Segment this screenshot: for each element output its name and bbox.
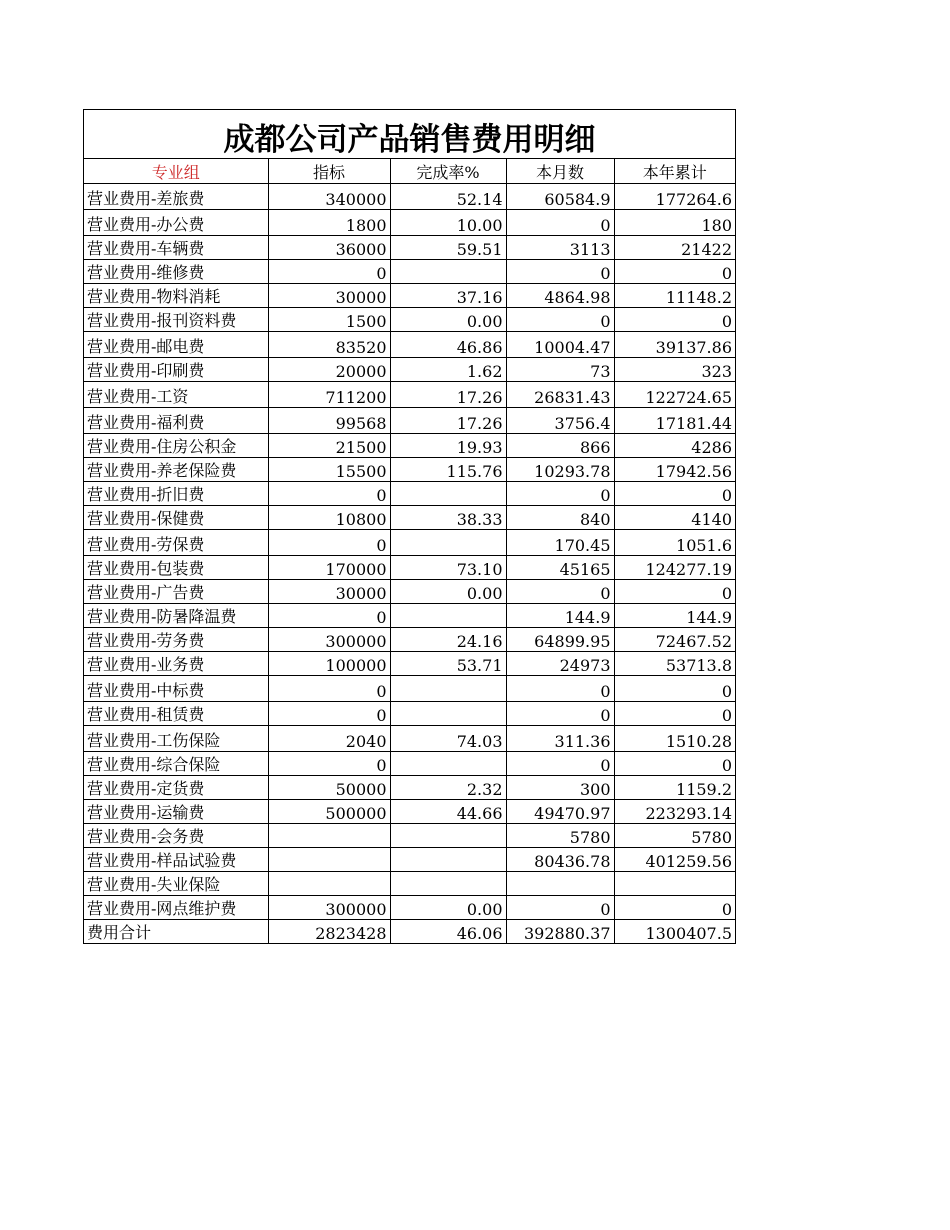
cell-target: 83520 <box>268 331 390 357</box>
cell-target: 300000 <box>268 627 390 651</box>
cell-this-month: 24973 <box>506 651 614 675</box>
cell-this-month: 144.9 <box>506 603 614 627</box>
cell-completion-rate: 37.16 <box>390 283 506 307</box>
column-header-target: 指标 <box>268 159 390 183</box>
cell-item: 营业费用-广告费 <box>84 579 268 603</box>
cell-completion-rate: 73.10 <box>390 555 506 579</box>
table-row <box>84 675 735 701</box>
cell-item: 营业费用-样品试验费 <box>84 847 268 871</box>
cell-completion-rate <box>390 823 506 847</box>
cell-this-month: 0 <box>506 751 614 775</box>
table-row <box>84 871 735 895</box>
table-row <box>84 799 735 823</box>
cell-this-month: 840 <box>506 505 614 529</box>
cell-this-month: 49470.97 <box>506 799 614 823</box>
cell-item: 费用合计 <box>84 919 268 943</box>
cell-this-month: 0 <box>506 307 614 331</box>
table-row <box>84 847 735 871</box>
table-row <box>84 235 735 259</box>
cell-year-to-date: 4286 <box>614 433 735 457</box>
cell-year-to-date: 39137.86 <box>614 331 735 357</box>
cell-item: 营业费用-运输费 <box>84 799 268 823</box>
cell-completion-rate: 74.03 <box>390 725 506 751</box>
cell-this-month: 0 <box>506 481 614 505</box>
table-row <box>84 651 735 675</box>
table-row <box>84 775 735 799</box>
table-row <box>84 283 735 307</box>
cell-item: 营业费用-劳保费 <box>84 529 268 555</box>
cell-year-to-date: 144.9 <box>614 603 735 627</box>
cell-target: 36000 <box>268 235 390 259</box>
cell-target <box>268 871 390 895</box>
cell-completion-rate <box>390 603 506 627</box>
cell-year-to-date: 72467.52 <box>614 627 735 651</box>
cell-completion-rate: 38.33 <box>390 505 506 529</box>
cell-year-to-date: 1051.6 <box>614 529 735 555</box>
cell-target: 50000 <box>268 775 390 799</box>
cell-this-month: 64899.95 <box>506 627 614 651</box>
cell-completion-rate: 17.26 <box>390 381 506 407</box>
cell-year-to-date: 1300407.5 <box>614 919 735 943</box>
cell-item: 营业费用-办公费 <box>84 209 268 235</box>
cell-target: 15500 <box>268 457 390 481</box>
cell-target: 100000 <box>268 651 390 675</box>
cell-year-to-date: 0 <box>614 579 735 603</box>
cell-target: 99568 <box>268 407 390 433</box>
table-row <box>84 895 735 919</box>
cell-item: 营业费用-会务费 <box>84 823 268 847</box>
cell-this-month: 170.45 <box>506 529 614 555</box>
cell-this-month: 80436.78 <box>506 847 614 871</box>
cell-target: 170000 <box>268 555 390 579</box>
cell-this-month: 10293.78 <box>506 457 614 481</box>
cell-item: 营业费用-报刊资料费 <box>84 307 268 331</box>
cell-year-to-date: 0 <box>614 675 735 701</box>
cell-completion-rate <box>390 847 506 871</box>
cell-target: 0 <box>268 675 390 701</box>
column-header-this-month: 本月数 <box>506 159 614 183</box>
cell-item: 营业费用-业务费 <box>84 651 268 675</box>
table-row <box>84 433 735 457</box>
cell-this-month: 60584.9 <box>506 183 614 209</box>
cell-target: 0 <box>268 259 390 283</box>
cell-year-to-date: 0 <box>614 895 735 919</box>
expense-sheet <box>83 109 736 944</box>
table-row <box>84 751 735 775</box>
cell-target: 20000 <box>268 357 390 381</box>
cell-this-month: 26831.43 <box>506 381 614 407</box>
cell-this-month: 0 <box>506 701 614 725</box>
table-row <box>84 457 735 481</box>
column-header-completion-rate: 完成率% <box>390 159 506 183</box>
cell-item: 营业费用-邮电费 <box>84 331 268 357</box>
table-row <box>84 529 735 555</box>
cell-completion-rate: 59.51 <box>390 235 506 259</box>
cell-year-to-date: 180 <box>614 209 735 235</box>
cell-year-to-date: 122724.65 <box>614 381 735 407</box>
cell-item: 营业费用-住房公积金 <box>84 433 268 457</box>
cell-this-month: 866 <box>506 433 614 457</box>
cell-item: 营业费用-福利费 <box>84 407 268 433</box>
cell-completion-rate: 115.76 <box>390 457 506 481</box>
cell-target: 30000 <box>268 283 390 307</box>
cell-completion-rate: 0.00 <box>390 895 506 919</box>
cell-item: 营业费用-物料消耗 <box>84 283 268 307</box>
cell-item: 营业费用-工伤保险 <box>84 725 268 751</box>
cell-this-month: 73 <box>506 357 614 381</box>
cell-this-month: 10004.47 <box>506 331 614 357</box>
cell-this-month <box>506 871 614 895</box>
cell-target: 21500 <box>268 433 390 457</box>
cell-target: 0 <box>268 481 390 505</box>
cell-target <box>268 847 390 871</box>
cell-item: 营业费用-失业保险 <box>84 871 268 895</box>
table-row <box>84 331 735 357</box>
cell-target: 0 <box>268 751 390 775</box>
cell-completion-rate <box>390 675 506 701</box>
cell-this-month: 0 <box>506 895 614 919</box>
table-row <box>84 407 735 433</box>
table-row <box>84 919 735 943</box>
cell-year-to-date: 223293.14 <box>614 799 735 823</box>
cell-completion-rate <box>390 871 506 895</box>
cell-target: 1800 <box>268 209 390 235</box>
column-header-year-to-date: 本年累计 <box>614 159 735 183</box>
cell-this-month: 311.36 <box>506 725 614 751</box>
cell-item: 营业费用-包装费 <box>84 555 268 579</box>
cell-item: 营业费用-工资 <box>84 381 268 407</box>
table-row <box>84 725 735 751</box>
table-row <box>84 579 735 603</box>
cell-year-to-date: 1159.2 <box>614 775 735 799</box>
table-row <box>84 627 735 651</box>
cell-completion-rate: 2.32 <box>390 775 506 799</box>
cell-year-to-date: 11148.2 <box>614 283 735 307</box>
cell-completion-rate <box>390 751 506 775</box>
cell-completion-rate: 24.16 <box>390 627 506 651</box>
table-row <box>84 555 735 579</box>
cell-this-month: 3113 <box>506 235 614 259</box>
cell-year-to-date: 0 <box>614 701 735 725</box>
cell-target: 500000 <box>268 799 390 823</box>
cell-completion-rate: 46.06 <box>390 919 506 943</box>
table-row <box>84 259 735 283</box>
sheet-title: 成都公司产品销售费用明细 <box>84 110 735 159</box>
cell-this-month: 392880.37 <box>506 919 614 943</box>
cell-completion-rate: 46.86 <box>390 331 506 357</box>
cell-item: 营业费用-印刷费 <box>84 357 268 381</box>
cell-completion-rate: 1.62 <box>390 357 506 381</box>
cell-year-to-date <box>614 871 735 895</box>
cell-target: 10800 <box>268 505 390 529</box>
cell-this-month: 45165 <box>506 555 614 579</box>
cell-item: 营业费用-劳务费 <box>84 627 268 651</box>
cell-this-month: 5780 <box>506 823 614 847</box>
cell-year-to-date: 177264.6 <box>614 183 735 209</box>
cell-completion-rate: 17.26 <box>390 407 506 433</box>
cell-item: 营业费用-综合保险 <box>84 751 268 775</box>
table-row <box>84 701 735 725</box>
cell-completion-rate: 44.66 <box>390 799 506 823</box>
cell-year-to-date: 53713.8 <box>614 651 735 675</box>
cell-item: 营业费用-网点维护费 <box>84 895 268 919</box>
table-row <box>84 209 735 235</box>
cell-year-to-date: 5780 <box>614 823 735 847</box>
cell-year-to-date: 17181.44 <box>614 407 735 433</box>
cell-item: 营业费用-防暑降温费 <box>84 603 268 627</box>
cell-year-to-date: 1510.28 <box>614 725 735 751</box>
cell-year-to-date: 17942.56 <box>614 457 735 481</box>
table-row <box>84 505 735 529</box>
cell-target: 1500 <box>268 307 390 331</box>
cell-year-to-date: 323 <box>614 357 735 381</box>
column-header-group: 专业组 <box>84 159 268 183</box>
cell-item: 营业费用-折旧费 <box>84 481 268 505</box>
cell-target: 2823428 <box>268 919 390 943</box>
cell-this-month: 4864.98 <box>506 283 614 307</box>
cell-completion-rate <box>390 481 506 505</box>
cell-completion-rate: 10.00 <box>390 209 506 235</box>
cell-this-month: 0 <box>506 259 614 283</box>
cell-item: 营业费用-差旅费 <box>84 183 268 209</box>
table-row <box>84 823 735 847</box>
cell-year-to-date: 401259.56 <box>614 847 735 871</box>
cell-this-month: 3756.4 <box>506 407 614 433</box>
cell-year-to-date: 0 <box>614 307 735 331</box>
cell-target: 2040 <box>268 725 390 751</box>
cell-target: 0 <box>268 701 390 725</box>
cell-item: 营业费用-车辆费 <box>84 235 268 259</box>
cell-completion-rate <box>390 529 506 555</box>
cell-year-to-date: 0 <box>614 481 735 505</box>
cell-item: 营业费用-保健费 <box>84 505 268 529</box>
table-row <box>84 307 735 331</box>
cell-this-month: 0 <box>506 579 614 603</box>
cell-year-to-date: 124277.19 <box>614 555 735 579</box>
cell-completion-rate <box>390 701 506 725</box>
cell-completion-rate: 53.71 <box>390 651 506 675</box>
cell-completion-rate <box>390 259 506 283</box>
expense-table <box>84 159 735 943</box>
cell-target: 30000 <box>268 579 390 603</box>
cell-target <box>268 823 390 847</box>
table-row <box>84 357 735 381</box>
cell-item: 营业费用-定货费 <box>84 775 268 799</box>
cell-year-to-date: 21422 <box>614 235 735 259</box>
cell-year-to-date: 0 <box>614 259 735 283</box>
cell-year-to-date: 4140 <box>614 505 735 529</box>
cell-completion-rate: 52.14 <box>390 183 506 209</box>
cell-this-month: 0 <box>506 209 614 235</box>
cell-target: 340000 <box>268 183 390 209</box>
cell-completion-rate: 19.93 <box>390 433 506 457</box>
cell-completion-rate: 0.00 <box>390 579 506 603</box>
header-row <box>84 159 735 183</box>
cell-target: 0 <box>268 603 390 627</box>
cell-this-month: 300 <box>506 775 614 799</box>
cell-year-to-date: 0 <box>614 751 735 775</box>
cell-item: 营业费用-租赁费 <box>84 701 268 725</box>
table-row <box>84 183 735 209</box>
table-row <box>84 481 735 505</box>
cell-item: 营业费用-中标费 <box>84 675 268 701</box>
table-row <box>84 603 735 627</box>
cell-this-month: 0 <box>506 675 614 701</box>
cell-item: 营业费用-维修费 <box>84 259 268 283</box>
table-row <box>84 381 735 407</box>
cell-completion-rate: 0.00 <box>390 307 506 331</box>
cell-target: 300000 <box>268 895 390 919</box>
cell-target: 711200 <box>268 381 390 407</box>
cell-target: 0 <box>268 529 390 555</box>
cell-item: 营业费用-养老保险费 <box>84 457 268 481</box>
